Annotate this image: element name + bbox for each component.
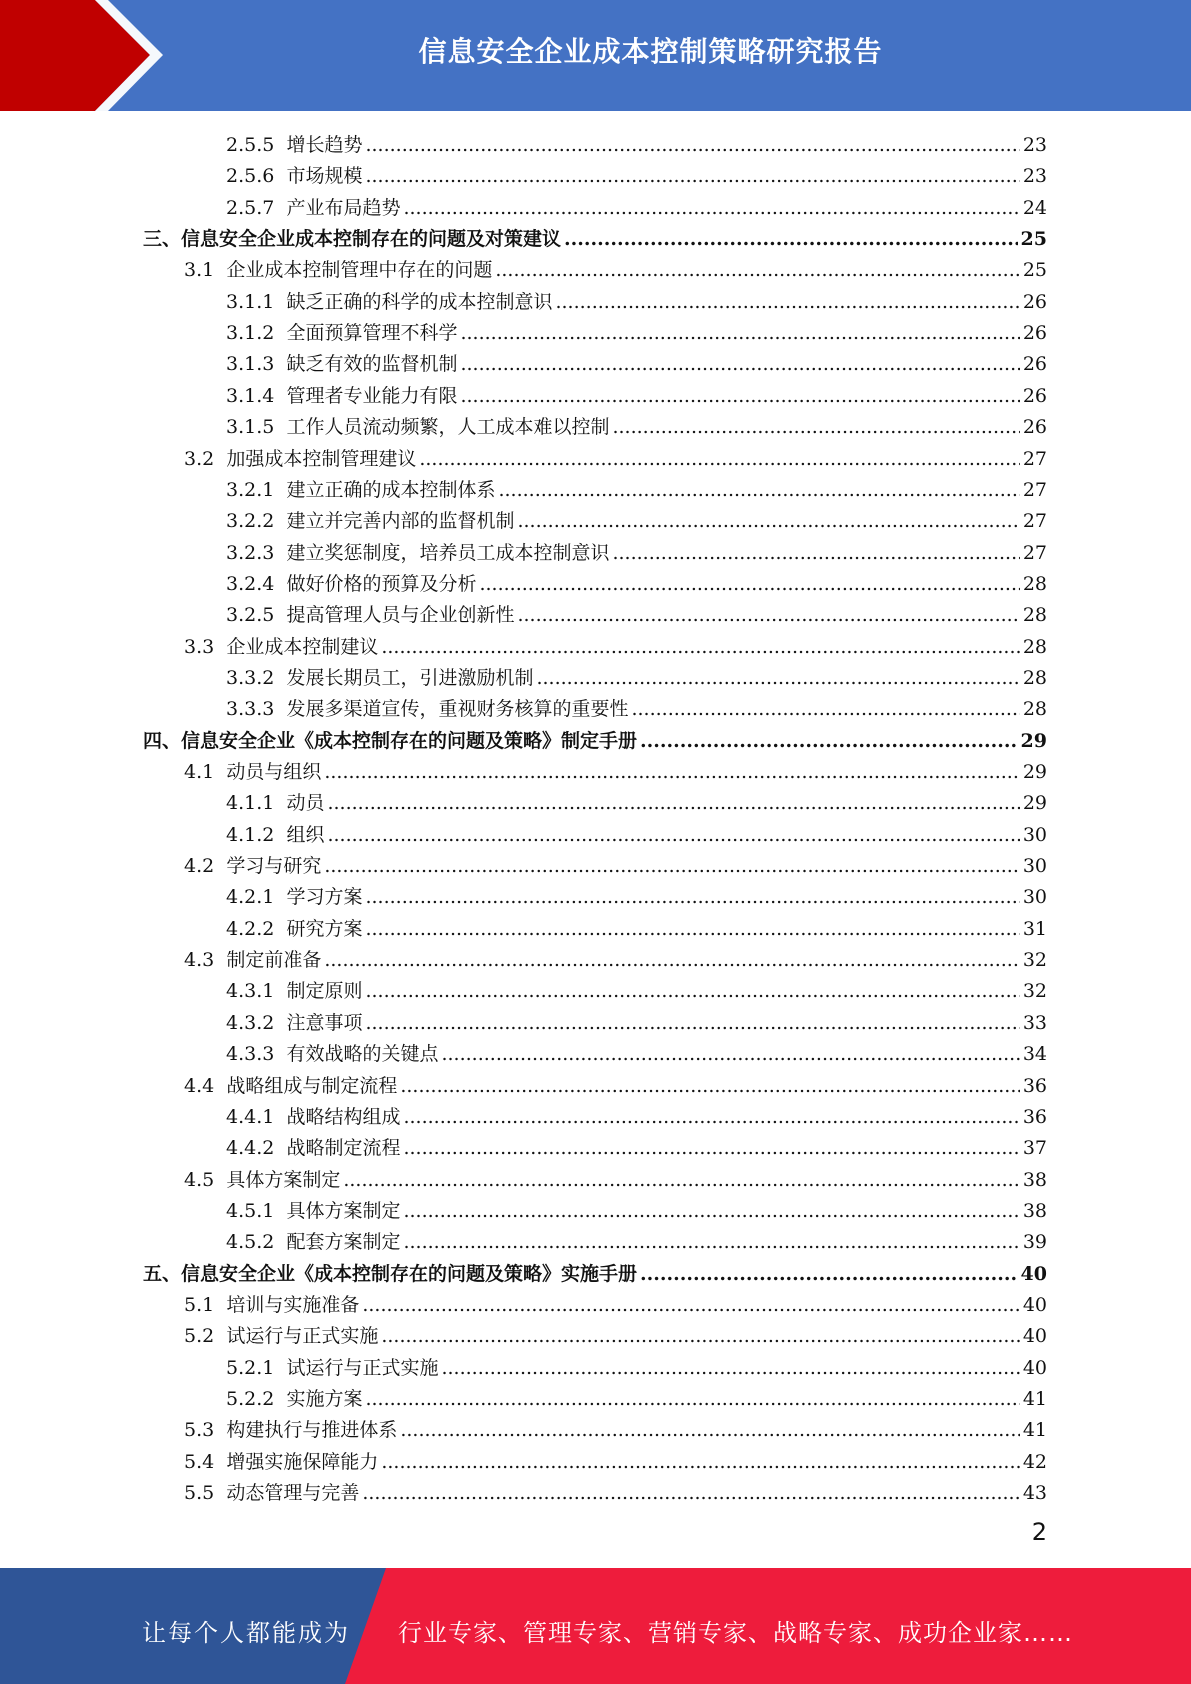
toc-entry-page: 25 [1020,228,1047,251]
toc-entry-number: 3.1.3 [226,353,275,376]
toc-entry-title: 试运行与正式实施 [226,1325,379,1348]
toc-entry-number: 4.2.1 [226,886,275,909]
toc-entry-page: 28 [1022,635,1047,658]
toc-dot-leader [403,1230,1019,1254]
toc-entry-title: 具体方案制定 [226,1168,341,1191]
toc-entry-page: 26 [1022,290,1047,313]
toc-entry-page: 37 [1022,1137,1047,1160]
toc-entry-page: 23 [1022,134,1047,156]
toc-entry-title: 做好价格的预算及分析 [286,572,477,595]
toc-entry-page: 27 [1022,447,1047,470]
toc-entry-page: 26 [1022,353,1047,376]
toc-dot-leader [324,948,1019,972]
toc-entry-title: 动态管理与完善 [226,1482,360,1505]
toc-dot-leader [631,697,1019,721]
toc-entry-number: 四、 [143,729,182,752]
toc-entry-page: 33 [1022,1011,1047,1034]
toc-dot-leader [365,979,1019,1003]
toc-entry[interactable] [226,408,1047,439]
toc-entry-title: 建立正确的成本控制体系 [286,478,496,501]
toc-entry-page: 32 [1022,949,1047,972]
toc-entry-number: 3.2.2 [226,510,275,533]
toc-entry-page: 30 [1022,855,1047,878]
toc-entry-title: 动员 [286,792,325,815]
toc-entry-number: 5.3 [184,1419,215,1442]
toc-dot-leader [365,133,1019,157]
toc-entry-title: 配套方案制定 [286,1231,401,1254]
toc-entry-page: 39 [1022,1231,1047,1254]
toc-entry-number: 3.2.4 [226,572,275,595]
toc-entry[interactable] [184,1286,1047,1317]
toc-entry-title: 产业布局趋势 [286,196,401,219]
toc-entry-title: 增长趋势 [286,134,363,156]
toc-entry[interactable] [184,847,1047,878]
toc-entry-title: 信息安全企业《成本控制存在的问题及策略》实施手册 [181,1262,638,1285]
toc-entry-page: 43 [1022,1482,1047,1505]
toc-entry[interactable] [184,1317,1047,1348]
toc-entry-title: 具体方案制定 [286,1199,401,1222]
toc-entry[interactable] [226,126,1047,157]
toc-entry[interactable] [226,816,1047,847]
toc-entry[interactable] [226,1035,1047,1066]
toc-entry[interactable] [226,471,1047,502]
toc-entry[interactable] [226,189,1047,220]
toc-entry-title: 注意事项 [286,1011,363,1034]
toc-entry-title: 信息安全企业《成本控制存在的问题及策略》制定手册 [181,729,638,752]
toc-entry[interactable] [184,1411,1047,1442]
toc-entry-page: 26 [1022,322,1047,345]
toc-entry-title: 战略制定流程 [286,1137,401,1160]
toc-entry-title: 信息安全企业成本控制存在的问题及对策建议 [181,228,562,251]
toc-entry[interactable] [226,659,1047,690]
toc-entry-title: 建立并完善内部的监督机制 [286,510,515,533]
toc-entry-number: 4.4 [184,1074,215,1097]
toc-entry-page: 36 [1022,1105,1047,1128]
toc-entry-page: 28 [1022,604,1047,627]
toc-dot-leader [419,447,1019,471]
toc-dot-leader [564,227,1018,251]
toc-entry-page: 38 [1022,1168,1047,1191]
toc-entry[interactable] [226,283,1047,314]
toc-entry-page: 41 [1022,1388,1047,1410]
toc-entry-page: 40 [1022,1325,1047,1348]
toc-entry[interactable] [226,690,1047,721]
toc-entry[interactable] [143,220,1047,251]
toc-entry-title: 组织 [286,823,325,846]
toc-entry-title: 构建执行与推进体系 [226,1419,398,1442]
toc-entry-number: 4.2 [184,855,215,878]
toc-entry-page: 38 [1022,1199,1047,1222]
toc-entry-page: 27 [1022,541,1047,564]
toc-entry[interactable] [184,753,1047,784]
toc-dot-leader [400,1074,1019,1098]
toc-entry[interactable] [184,1161,1047,1192]
toc-entry-title: 加强成本控制管理建议 [226,447,417,470]
toc-entry-page: 29 [1022,761,1047,783]
toc-entry-title: 学习方案 [286,886,363,909]
toc-entry-title: 企业成本控制建议 [226,635,379,658]
toc-entry-page: 40 [1022,1356,1047,1379]
toc-entry-page: 29 [1022,792,1047,815]
toc-entry[interactable] [184,1474,1047,1505]
toc-entry[interactable] [184,941,1047,972]
toc-dot-leader [403,1105,1019,1129]
toc-entry-number: 4.5.2 [226,1231,275,1254]
toc-dot-leader [327,791,1019,815]
toc-entry-number: 4.3.3 [226,1043,275,1066]
toc-entry-title: 学习与研究 [226,855,322,878]
toc-entry-title: 制定前准备 [226,949,322,972]
toc-entry-title: 市场规模 [286,165,363,188]
toc-entry-page: 27 [1022,478,1047,501]
toc-dot-leader [479,572,1019,596]
toc-entry-number: 4.2.2 [226,917,275,940]
toc-entry[interactable] [226,345,1047,376]
toc-dot-leader [324,854,1019,878]
toc-entry-title: 增强实施保障能力 [226,1450,379,1473]
toc-dot-leader [536,666,1019,690]
toc-entry-number: 4.1.2 [226,823,275,846]
toc-entry[interactable] [143,722,1047,753]
toc-dot-leader [612,541,1019,565]
toc-entry-page: 40 [1022,1293,1047,1316]
toc-entry-title: 提高管理人员与企业创新性 [286,604,515,627]
toc-entry-number: 3.1.5 [226,416,275,439]
toc-entry-number: 5.5 [184,1482,215,1505]
toc-entry-page: 41 [1022,1419,1047,1442]
toc-entry[interactable] [184,628,1047,659]
toc-entry[interactable] [226,1129,1047,1160]
toc-dot-leader [460,321,1019,345]
toc-dot-leader [381,1450,1019,1474]
toc-dot-leader [343,1168,1019,1192]
toc-entry[interactable] [226,534,1047,565]
toc-dot-leader [381,635,1019,659]
toc-entry-title: 研究方案 [286,917,363,940]
toc-entry-page: 26 [1022,416,1047,439]
toc-dot-leader [324,760,1019,784]
toc-entry-title: 缺乏有效的监督机制 [286,353,458,376]
toc-dot-leader [517,509,1019,533]
toc-dot-leader [460,352,1019,376]
toc-entry-number: 5.2.1 [226,1356,275,1379]
toc-entry-number: 4.3 [184,949,215,972]
page-footer [0,1568,1191,1684]
toc-dot-leader [495,258,1019,282]
toc-entry-page: 34 [1022,1043,1047,1066]
toc-entry-number: 3.2.1 [226,478,275,501]
report-title: 信息安全企业成本控制策略研究报告 [418,35,883,68]
toc-entry-number: 4.4.1 [226,1105,275,1128]
toc-entry-page: 29 [1020,729,1047,752]
toc-dot-leader [403,196,1019,220]
toc-entry-title: 管理者专业能力有限 [286,384,458,407]
toc-entry[interactable] [226,596,1047,627]
toc-entry-number: 3.3.3 [226,698,275,721]
toc-entry-title: 发展长期员工，引进激励机制 [286,666,534,689]
toc-dot-leader [362,1293,1019,1317]
toc-dot-leader [403,1136,1019,1160]
toc-entry[interactable] [226,1004,1047,1035]
toc-entry[interactable] [184,251,1047,282]
toc-entry-title: 缺乏正确的科学的成本控制意识 [286,290,553,313]
toc-entry[interactable] [226,1192,1047,1223]
toc-dot-leader [640,1262,1018,1286]
toc-entry-number: 3.1 [184,259,215,282]
toc-entry[interactable] [226,565,1047,596]
toc-dot-leader [365,917,1019,941]
toc-entry-number: 4.3.1 [226,980,275,1003]
toc-entry-number: 3.1.4 [226,384,275,407]
toc-entry[interactable] [226,784,1047,815]
toc-entry-number: 3.1.2 [226,322,275,345]
toc-entry-number: 3.2.5 [226,604,275,627]
toc-entry-page: 27 [1022,510,1047,533]
toc-dot-leader [555,290,1019,314]
toc-dot-leader [403,1199,1019,1223]
toc-entry-number: 2.5.5 [226,134,275,156]
toc-dot-leader [365,164,1019,188]
toc-entry-title: 工作人员流动频繁，人工成本难以控制 [286,416,610,439]
toc-entry-title: 建立奖惩制度，培养员工成本控制意识 [286,541,610,564]
toc-entry-number: 3.2.3 [226,541,275,564]
toc-entry-page: 24 [1022,196,1047,219]
toc-entry[interactable] [226,377,1047,408]
toc-entry-page: 32 [1022,980,1047,1003]
toc-entry-number: 2.5.6 [226,165,275,188]
toc-entry-title: 制定原则 [286,980,363,1003]
toc-entry-title: 战略组成与制定流程 [226,1074,398,1097]
toc-dot-leader [517,603,1019,627]
toc-entry-number: 5.2 [184,1325,215,1348]
toc-entry-number: 五、 [143,1262,182,1285]
toc-entry-title: 企业成本控制管理中存在的问题 [226,259,493,282]
toc-dot-leader [441,1356,1019,1380]
toc-entry-page: 30 [1022,823,1047,846]
toc-entry-number: 2.5.7 [226,196,275,219]
toc-entry-title: 动员与组织 [226,761,322,783]
toc-entry-page: 26 [1022,384,1047,407]
toc-entry-number: 4.1.1 [226,792,275,815]
toc-dot-leader [400,1418,1019,1442]
toc-dot-leader [381,1324,1019,1348]
toc-entry-title: 试运行与正式实施 [286,1356,439,1379]
toc-entry-title: 发展多渠道宣传，重视财务核算的重要性 [286,698,629,721]
toc-entry-number: 4.3.2 [226,1011,275,1034]
toc-dot-leader [365,885,1019,909]
toc-entry[interactable] [226,314,1047,345]
toc-entry[interactable] [184,1443,1047,1474]
footer-slogan: 让每个人都能成为 [142,1619,350,1647]
toc-dot-leader [640,729,1018,753]
toc-entry-title: 培训与实施准备 [226,1293,360,1316]
toc-entry-page: 25 [1022,259,1047,282]
page-header [0,0,1191,111]
toc-entry[interactable] [184,440,1047,471]
toc-entry-number: 4.5.1 [226,1199,275,1222]
toc-dot-leader [460,384,1019,408]
toc-entry[interactable] [226,1098,1047,1129]
toc-entry-title: 全面预算管理不科学 [286,322,458,345]
toc-entry-number: 3.3 [184,635,215,658]
toc-entry-page: 28 [1022,572,1047,595]
toc-entry-title: 战略结构组成 [286,1105,401,1128]
toc-entry-number: 4.1 [184,761,215,783]
toc-entry[interactable] [143,1255,1047,1286]
toc-entry-number: 3.3.2 [226,666,275,689]
toc-dot-leader [362,1481,1019,1505]
toc-entry[interactable] [226,1380,1047,1411]
toc-entry-page: 40 [1020,1262,1047,1285]
toc-entry[interactable] [226,910,1047,941]
toc-entry[interactable] [226,878,1047,909]
toc-entry[interactable] [226,157,1047,188]
toc-entry-number: 4.4.2 [226,1137,275,1160]
toc-dot-leader [365,1011,1019,1035]
toc-dot-leader [327,823,1019,847]
toc-entry[interactable] [226,1223,1047,1254]
toc-entry-number: 5.1 [184,1293,215,1316]
toc-dot-leader [498,478,1019,502]
toc-entry-number: 5.4 [184,1450,215,1473]
toc-entry-page: 31 [1022,917,1047,940]
toc-entry-page: 42 [1022,1450,1047,1473]
toc-entry[interactable] [226,502,1047,533]
toc-dot-leader [365,1387,1019,1411]
toc-entry-title: 有效战略的关键点 [286,1043,439,1066]
footer-tagline: 行业专家、管理专家、营销专家、战略专家、成功企业家…… [398,1619,1073,1647]
toc-entry[interactable] [184,1067,1047,1098]
toc-entry-number: 3.1.1 [226,290,275,313]
toc-entry-page: 36 [1022,1074,1047,1097]
toc-dot-leader [441,1042,1019,1066]
toc-entry-number: 三、 [143,228,182,251]
toc-entry[interactable] [226,1349,1047,1380]
toc-entry-title: 实施方案 [286,1388,363,1410]
toc-entry-number: 3.2 [184,447,215,470]
toc-entry[interactable] [226,972,1047,1003]
toc-entry-number: 5.2.2 [226,1388,275,1410]
page-number: 2 [1031,1518,1047,1546]
toc-entry-page: 28 [1022,666,1047,689]
toc-dot-leader [612,415,1019,439]
toc-entry-page: 28 [1022,698,1047,721]
toc-entry-page: 23 [1022,165,1047,188]
toc-entry-number: 4.5 [184,1168,215,1191]
toc-entry-page: 30 [1022,886,1047,909]
